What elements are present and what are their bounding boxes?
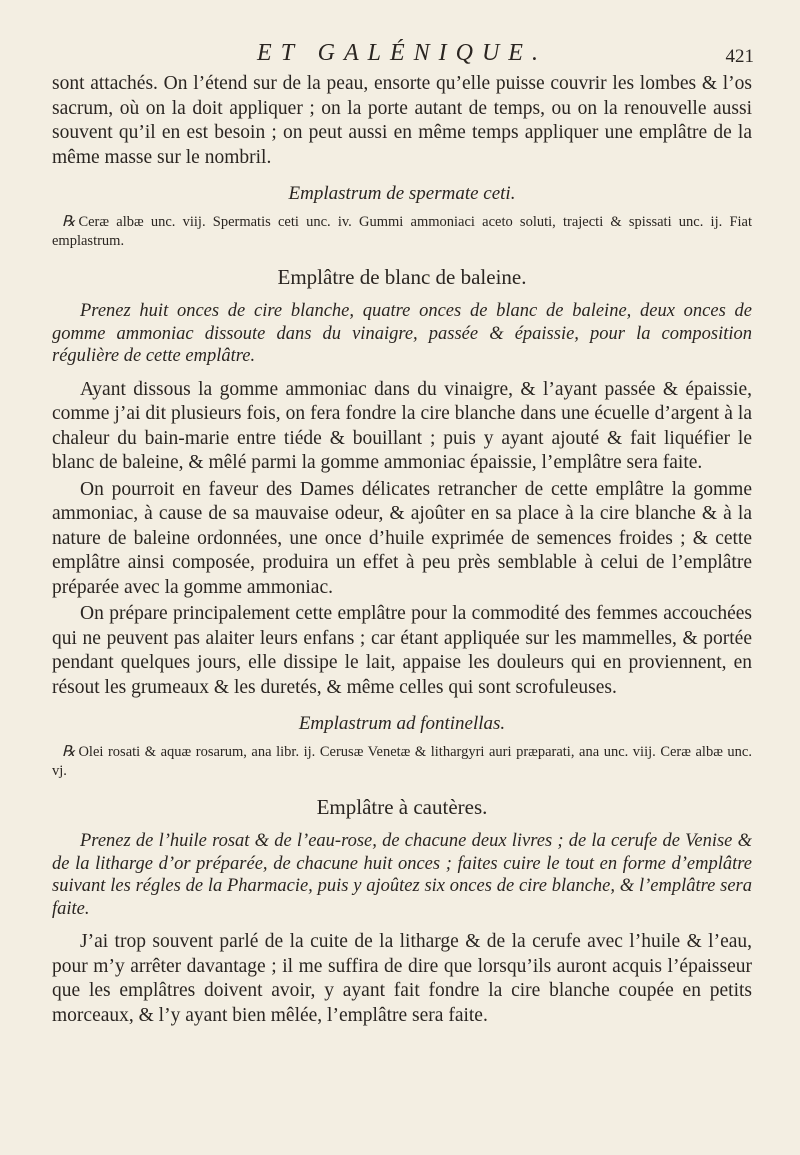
latin-heading-fontinellas: Emplastrum ad fontinellas.	[298, 713, 506, 734]
latin-recipe-text: Olei rosati & aquæ rosarum, ana libr. ij. Cerusæ Venetæ & lithargyri auri præparati, ana unc. viij. Ceræ albæ unc. vj.	[52, 744, 752, 779]
latin-recipe-text: Ceræ albæ unc. viij. Spermatis ceti unc. iv. Gummi ammoniaci aceto soluti, trajecti & spissati unc. ij. Fiat emplastrum.	[52, 214, 752, 249]
french-heading-blanc-de-baleine: Emplâtre de blanc de baleine.	[277, 265, 527, 289]
running-title: ET GALÉNIQUE.	[257, 40, 547, 66]
paragraph-continuation: sont attachés. On l’étend sur de la peau, ensorte qu’elle puisse couvrir les lombes & l’os sacrum, où on la doit appliquer ; on la porte autant de temps, ou on la renouvelle aussi souvent qu’il en est besoin ; on peut aussi en même temps appliquer une emplâtre de la même masse sur le nombril.	[52, 73, 752, 168]
running-head	[52, 40, 752, 72]
latin-heading-spermate-ceti: Emplastrum de spermate ceti.	[288, 183, 516, 204]
latin-recipe-spermate-ceti	[52, 213, 752, 251]
recipe-symbol: ℞	[62, 214, 76, 230]
french-heading-cauteres: Emplâtre à cautères.	[316, 795, 488, 819]
paragraph-closing: J’ai trop souvent parlé de la cuite de la litharge & de la cerufe avec l’huile & l’eau, pour m’y arrêter davantage ; il me suffira de dire que lorsqu’ils auront acquis l’épaisseur que les emplâtres doivent avoir, y ayant fait fondre la cire blanche coupée en petits morceaux, & l’y ayant bien mêlée, l’emplâtre sera faite.	[52, 931, 752, 1026]
paragraph-alternative: On pourroit en faveur des Dames délicates retrancher de cette emplâtre la gomme ammoniac, à cause de sa mauvaise odeur, & ajoûter en sa place à la cire blanche & à la nature de baleine ordonnées, une once d’huile exprimée de semences froides ; & cette emplâtre ainsi composée, produira un effet à peu près semblable à celui de l’emplâtre préparée avec la gomme ammoniac.	[52, 478, 752, 598]
page-number: 421	[725, 46, 754, 67]
latin-recipe-fontinellas	[52, 743, 752, 781]
recipe-symbol: ℞	[62, 744, 76, 760]
french-recipe-cauteres: Prenez de l’huile rosat & de l’eau-rose, de chacune deux livres ; de la cerufe de Venise & de la litharge d’or préparée, de chacune huit onces ; faites cuire le tout en forme d’emplâtre suivant les régles de la Pharmacie, puis y ajoûtez six onces de cire blanche, & l’emplâtre sera faite.	[52, 831, 752, 919]
book-page	[52, 40, 752, 1028]
french-recipe-blanc-de-baleine: Prenez huit onces de cire blanche, quatre onces de blanc de baleine, deux onces de gomme ammoniac dissoute dans du vinaigre, passée & épaissie, pour la composition régulière de cette emplâtre.	[52, 301, 752, 366]
paragraph-usage: On prépare principalement cette emplâtre pour la commodité des femmes accouchées qui ne peuvent pas alaiter leurs enfans ; car étant appliquée sur les mammelles, & portée pendant quelques jours, elle dissipe le lait, appaise les douleurs qui en proviennent, en résout les grumeaux & les duretés, & même celles qui sont scrofuleuses.	[52, 603, 752, 698]
paragraph-preparation: Ayant dissous la gomme ammoniac dans du vinaigre, & l’ayant passée & épaissie, comme j’ai dit plusieurs fois, on fera fondre la cire blanche dans une écuelle d’argent à la chaleur du bain-marie entre tiéde & bouillant ; puis y ayant ajouté & fait liquéfier le blanc de baleine, & mêlé parmi la gomme ammoniac épaissie, l’emplâtre sera faite.	[52, 378, 752, 473]
